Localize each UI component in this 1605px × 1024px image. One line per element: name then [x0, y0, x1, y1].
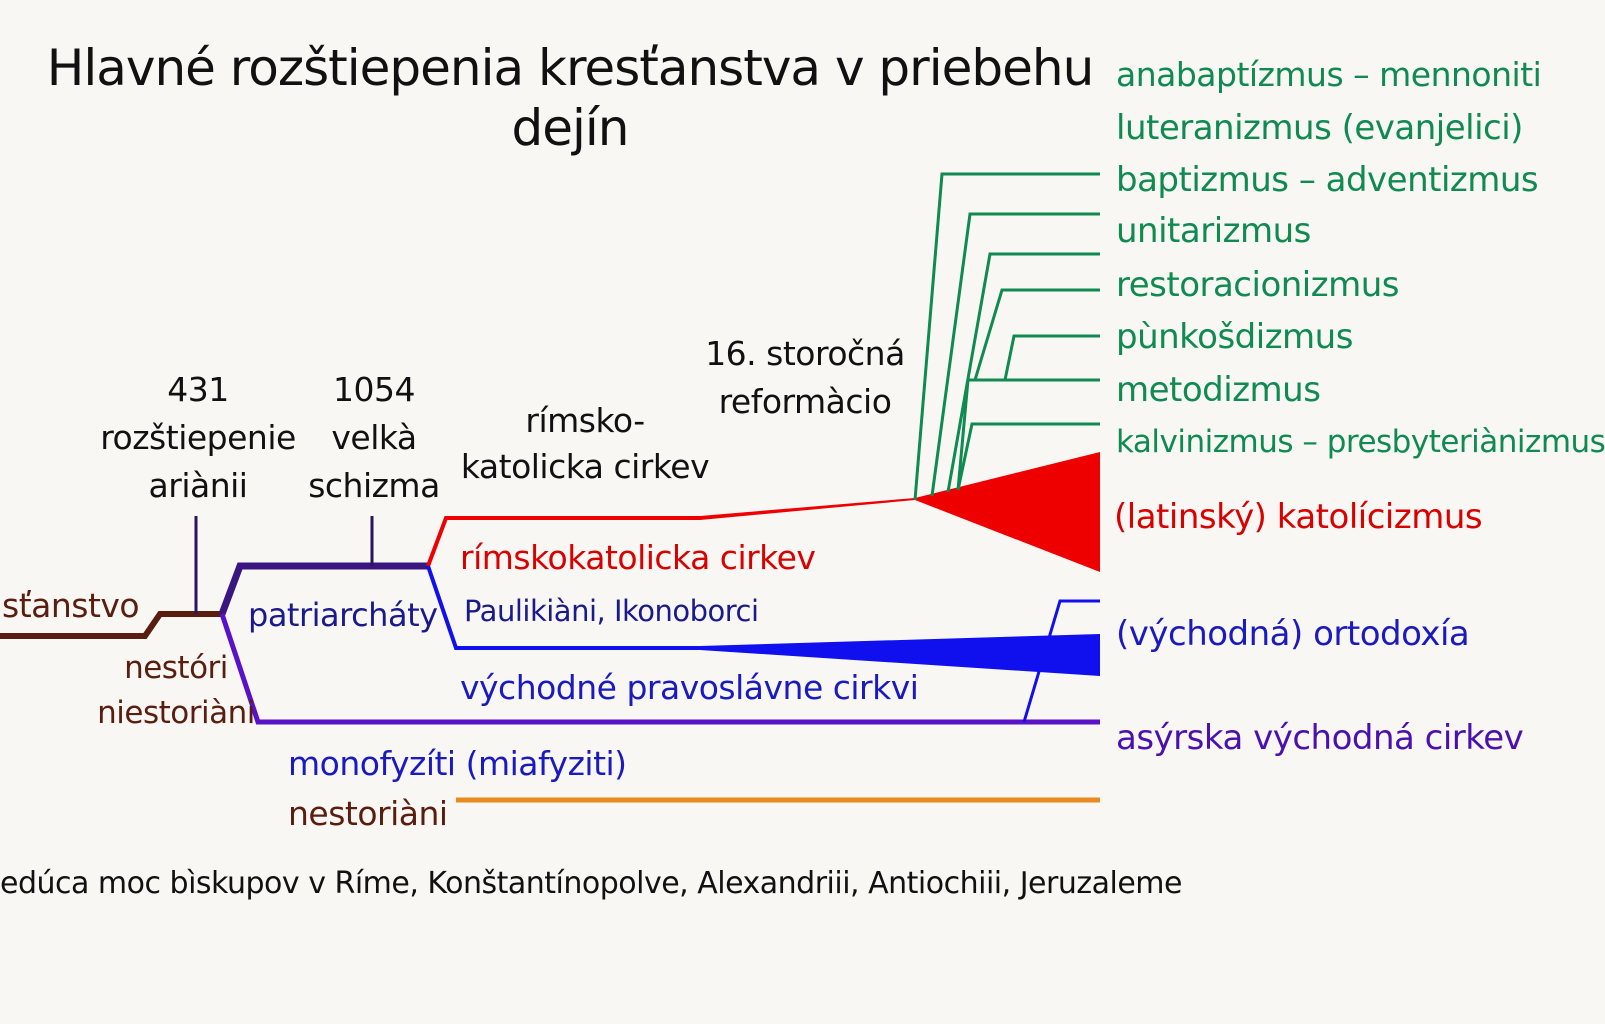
- branch-unitarianism: [932, 214, 1100, 496]
- protestant-label-baptism: baptizmus – adventizmus: [1116, 160, 1539, 200]
- protestant-label-restorationism: restoracionizmus: [1116, 265, 1399, 305]
- patriarchates-label: patriarcháty: [248, 596, 438, 634]
- event-1054-year: 1054: [333, 370, 415, 409]
- nestorians-bottom-label: nestoriàni: [288, 794, 448, 833]
- paulicians-label: Paulikiàni, Ikonoborci: [464, 594, 759, 628]
- event-431-year: 431: [167, 370, 229, 409]
- event-1054-line3: schizma: [308, 466, 440, 505]
- reformation-label: [690, 330, 920, 426]
- roman-header-line1: rímsko-: [525, 401, 645, 440]
- orthodoxy-label: (východná) ortodoxía: [1116, 614, 1470, 654]
- roman-header-label: [450, 398, 720, 490]
- footnote: edúca moc bìskupov v Ríme, Konštantínopolve, Alexandriii, Antiochiii, Jeruzaleme: [0, 866, 1182, 901]
- protestant-label-calvinism: kalvinizmus – presbyteriànizmus: [1116, 424, 1605, 460]
- eastern-orthodox-churches-label: východné pravoslávne cirkvi: [460, 668, 919, 707]
- christianity-label: sťanstvo: [2, 586, 140, 625]
- protestant-label-anabaptism: anabaptízmus – mennoniti: [1116, 55, 1542, 94]
- event-1054-label: [290, 366, 458, 510]
- roman-header-line2: katolicka cirkev: [460, 447, 710, 486]
- catholicism-label: (latinský) katolícizmus: [1114, 497, 1483, 537]
- nestorians-top-line1: nestóri: [124, 650, 228, 686]
- event-431-line2: rozštiepenie: [100, 418, 296, 457]
- event-1054-line2: velkà: [331, 418, 417, 457]
- branch-pentecostalism-2: [1005, 336, 1100, 380]
- diagram-title: Hlavné rozštiepenia kresťanstva v priebehu dejín: [46, 39, 1094, 157]
- nestorians-top-label: [70, 646, 282, 736]
- reformation-line1: 16. storočná: [705, 334, 905, 373]
- nestorians-top-line2: niestoriàni: [97, 695, 255, 731]
- assyrian-church-label: asýrska východná cirkev: [1116, 718, 1524, 758]
- monophysites-label: monofyzíti (miafyziti): [288, 744, 627, 783]
- protestant-label-pentecostalism: pùnkošdizmus: [1116, 317, 1353, 357]
- protestant-label-unitarianism: unitarizmus: [1116, 211, 1311, 251]
- protestant-branches: [915, 174, 1100, 500]
- roman-catholic-church-label: rímskokatolicka cirkev: [460, 538, 816, 577]
- event-431-line3: ariànii: [148, 466, 248, 505]
- protestant-label-methodism: metodizmus: [1116, 370, 1321, 410]
- reformation-line2: reformàcio: [718, 382, 892, 421]
- protestant-label-lutheranism: luteranizmus (evanjelici): [1116, 108, 1523, 148]
